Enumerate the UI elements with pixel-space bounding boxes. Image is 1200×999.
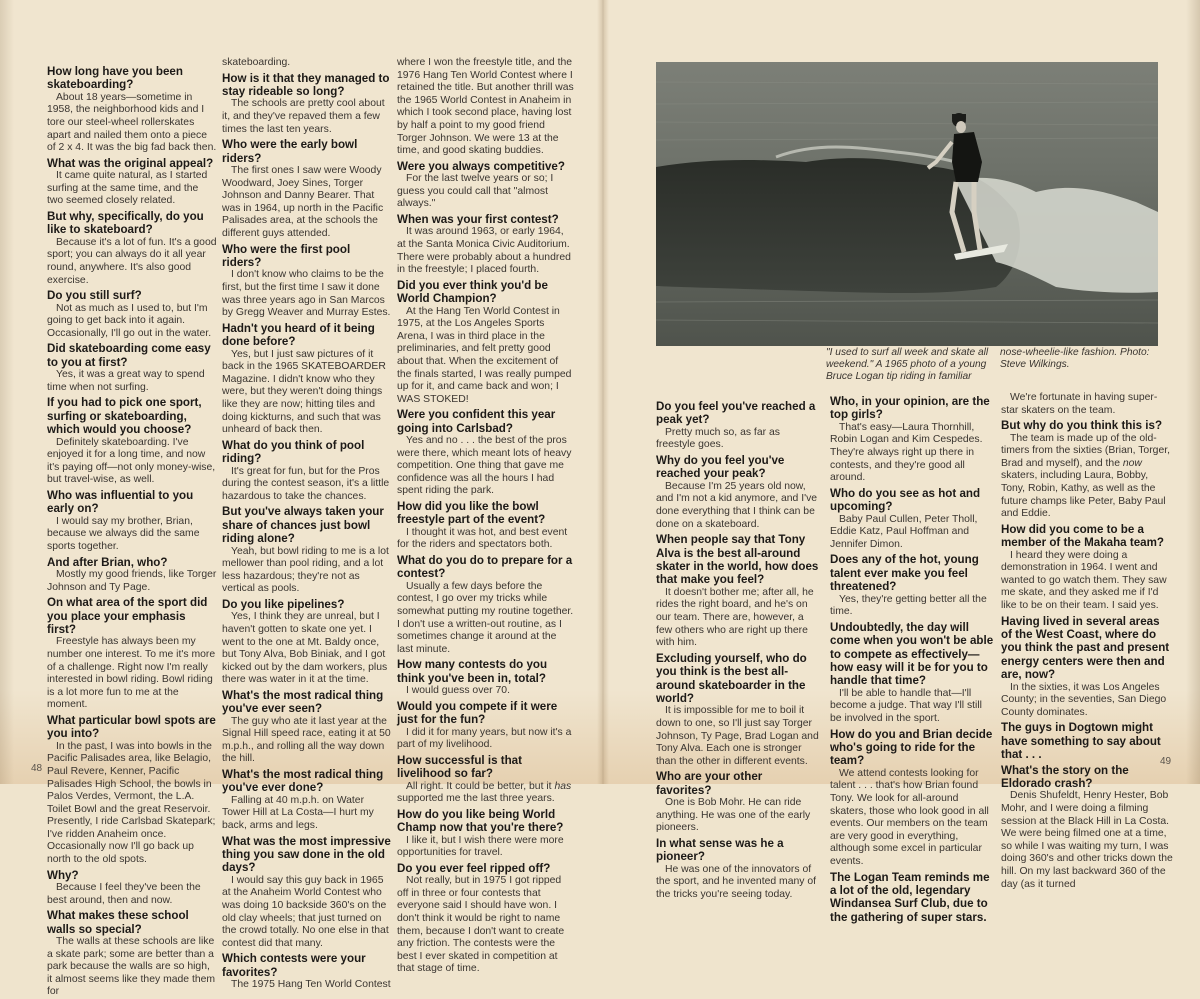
interview-question: How did you come to be a member of the Makaha team? xyxy=(1001,522,1165,550)
interview-question: How did you like the bowl freestyle part of the event? xyxy=(397,500,546,527)
interview-answer: Not really, but in 1975 I got ripped off in three or four contests that everyone said I should have won. I don't think it would be right to name them, because I don't want to create any friction. The contests were the best I ever skated in competition at that stage of time. xyxy=(397,875,565,975)
interview-question: Who was influential to you early on? xyxy=(47,488,194,516)
interview-column-2 xyxy=(222,57,392,992)
interview-answer: I like it, but I wish there were more opportunities for travel. xyxy=(397,834,564,859)
interview-answer: I'll be able to handle that—I'll become a judge. That way I'll still be involved in the sport. xyxy=(830,687,982,724)
answer-text: supported me the last three years. xyxy=(397,793,555,805)
interview-answer: It's great for fun, but for the Pros during the contest season, it's a little hazardous to take the chances. xyxy=(222,465,390,502)
answer-text: skaters, including Laura, Bobby, Tony, Robin, Kathy, as well as the future champs like Peter, Baby Paul and Eddie. xyxy=(1001,470,1166,520)
interview-question: What's the story on the Eldorado crash? xyxy=(1001,763,1129,790)
interview-answer: I would say my brother, Brian, because we always did the same sports together. xyxy=(47,515,200,552)
interview-answer: One is Bob Mohr. He can ride anything. He was one of the early pioneers. xyxy=(656,797,811,834)
interview-question: Who do you see as hot and upcoming? xyxy=(830,486,981,514)
interview-column-4 xyxy=(656,398,820,902)
interview-answer: I would say this guy back in 1965 at the Anaheim World Contest who was doing 10 backside 360's on the old clay wheels; that just turned on the crowd totally. No one else in that contest did that many. xyxy=(222,874,389,949)
interview-question: But why do you think this is? xyxy=(1001,419,1163,433)
continued-answer: skateboarding. xyxy=(222,57,291,68)
interview-answer: Yes, they're getting better all the time. xyxy=(830,593,987,618)
continued-answer: We're fortunate in having super-star skaters on the team. xyxy=(1001,392,1158,416)
interview-question: The guys in Dogtown might have something to say about that . . . xyxy=(1001,721,1161,762)
interview-column-1 xyxy=(47,63,217,999)
interview-answer xyxy=(397,781,575,806)
interview-question: Who were the first pool riders? xyxy=(222,242,351,269)
interview-answer: Mostly my good friends, like Torger Johnson and Ty Page. xyxy=(47,568,217,593)
interview-question: Which contests were your favorites? xyxy=(222,952,366,979)
interview-answer: It is impossible for me to boil it down to one, so I'll just say Torger Johnson, Ty Page, Brad Logan and Tony Alva. Each one is stronger than the other in different events. xyxy=(656,705,819,767)
interview-answer: The guy who ate it last year at the Signal Hill speed race, eating it at 50 m.p.h., and rolling all the way down the hill. xyxy=(222,715,391,765)
interview-answer: For the last twelve years or so; I guess you could call that "almost always." xyxy=(397,173,554,210)
interview-answer: Because it's a lot of fun. It's a good sport; you can always do it all year round, anywhere. It's also good exercise. xyxy=(47,236,217,286)
interview-question: Were you confident this year going into Carlsbad? xyxy=(397,408,556,435)
interview-column-6 xyxy=(1001,392,1173,891)
interview-answer: The first ones I saw were Woody Woodward, Joey Sines, Torger Johnson and Danny Bearer. That was in 1964, up north in the Pacific Palisades area, at the schools the different guys attended. xyxy=(222,165,384,239)
interview-question: Do you ever feel ripped off? xyxy=(397,861,551,875)
interview-question: What's the most radical thing you've ever done? xyxy=(222,768,384,795)
interview-answer: We attend contests looking for talent . . . that's how Brian found Tony. We look for all-around skaters, those who look good in all events. Our members on the team are very good in everything, although some excel in particular events. xyxy=(830,767,989,867)
interview-question: Do you still surf? xyxy=(47,289,142,303)
interview-answer: Pretty much so, as far as freestyle goes. xyxy=(656,426,780,451)
continued-answer: where I won the freestyle title, and the 1976 Hang Ten World Contest where I retained the title. But another thrill was the 1965 World Contest in Anaheim in which I took second place, having lost by half a point to my good friend Torger Johnson. We were 13 at the time, and good skating buddies. xyxy=(397,57,574,157)
answer-emphasis: now xyxy=(1122,457,1142,469)
interview-answer xyxy=(1001,433,1173,521)
interview-question: What particular bowl spots are you into? xyxy=(47,713,216,741)
interview-answer: Freestyle has always been my number one interest. To me it's more of a challenge. Right now I'm really interested in bowl riding. Bowl riding is a lot more fun to me at the moment. xyxy=(47,636,216,711)
interview-answer: Not as much as I used to, but I'm going to get back into it again. Occasionally, I'll go out in the water. xyxy=(47,302,212,339)
page-gutter xyxy=(597,0,609,784)
interview-question: And after Brian, who? xyxy=(47,555,168,569)
interview-answer: Yes, I think they are unreal, but I haven't gotten to skate one yet. I went to the one at Mt. Baldy once, but Tony Alva, Bob Biniak, and I got kicked out by the dam workers, plus there was water in it at the time. xyxy=(222,611,388,686)
interview-answer: Because I feel they've been the best around, then and now. xyxy=(47,882,201,906)
interview-answer: It came quite natural, as I started surfing at the same time, and the two seemed closely related. xyxy=(47,170,208,207)
interview-question: Were you always competitive? xyxy=(397,159,565,173)
interview-column-5 xyxy=(830,393,994,924)
interview-answer: Definitely skateboarding. I've enjoyed it for a long time, and now it's paying off—not only money-wise, but travel-wise, as well. xyxy=(47,436,216,486)
interview-question: Who, in your opinion, are the top girls? xyxy=(830,395,990,422)
interview-answer: I did it for many years, but now it's a part of my livelihood. xyxy=(397,726,572,751)
interview-answer: That's easy—Laura Thornhill, Robin Logan and Kim Cespedes. They're always right up there in contests, and they're good all around. xyxy=(830,421,983,484)
interview-question: Does any of the hot, young talent ever make you feel threatened? xyxy=(830,553,979,594)
interview-question: How long have you been skateboarding? xyxy=(47,65,183,92)
interview-answer: The walls at these schools are like a skate park; some are better than a park because the walls are so high, it almost seems like they made them for xyxy=(47,936,216,998)
interview-answer: Yes, it was a great way to spend time when not surfing. xyxy=(47,369,205,393)
interview-question: Do you like pipelines? xyxy=(222,597,345,611)
interview-question: How do you and Brian decide who's going to ride for the team? xyxy=(830,727,993,768)
interview-question: On what area of the sport did you place your emphasis first? xyxy=(47,596,208,636)
interview-question: Excluding yourself, who do you think is the best all-around skateboarder in the world? xyxy=(656,651,807,705)
interview-question: What was the most impressive thing you saw done in the old days? xyxy=(222,834,391,875)
interview-answer: It was around 1963, or early 1964, at the Santa Monica Civic Auditorium. There were probably about a hundred in the freestyle; I placed fourth. xyxy=(397,226,571,276)
page-number-left: 48 xyxy=(31,763,43,774)
interview-answer: Denis Shufeldt, Henry Hester, Bob Mohr, and I were doing a filming session at the Black Hill in La Costa. We were being filmed one at a time, so while I was waiting my turn, I was doing 360's and other tricks down the hill. On my last backward 360 of the day (as it turned xyxy=(1001,790,1173,890)
interview-answer: I would guess over 70. xyxy=(406,685,510,697)
answer-emphasis: has xyxy=(554,780,572,792)
answer-text: All right. It could be better, but it xyxy=(406,780,555,792)
interview-question: Why? xyxy=(47,868,79,882)
interview-answer: Because I'm 25 years old now, and I'm not a kid anymore, and I've done everything that I think can be done on a skateboard. xyxy=(656,480,818,530)
interview-answer: Yeah, but bowl riding to me is a lot mellower than pool riding, and a lot less hazardous; they're not as vertical as pools. xyxy=(222,545,389,595)
interview-question: When people say that Tony Alva is the best all-around skater in the world, how does that make you feel? xyxy=(656,533,819,587)
interview-question: How successful is that livelihood so far? xyxy=(397,753,522,781)
interview-question: Why do you feel you've reached your peak? xyxy=(656,454,785,481)
interview-answer: Yes and no . . . the best of the pros were there, which meant lots of heavy competition. One thing that gave me confidence was all the hours I had spent riding the park. xyxy=(397,435,572,497)
interview-question: The Logan Team reminds me a lot of the old, legendary Windansea Surf Club, due to the gathering of super stars. xyxy=(830,870,990,924)
answer-text: The team is made up of the old-timers from the sixties (Brian, Torger, Brad and myself), and the xyxy=(1001,432,1170,469)
interview-question: What's the most radical thing you've ever seen? xyxy=(222,688,384,716)
interview-answer: Falling at 40 m.p.h. on Water Tower Hill at La Costa—I hurt my back, arms and legs. xyxy=(222,794,374,832)
interview-answer: In the sixties, it was Los Angeles County; in the seventies, San Diego County dominates. xyxy=(1001,681,1167,718)
interview-answer: I thought it was hot, and best event for the riders and spectators both. xyxy=(397,526,568,551)
interview-answer: I don't know who claims to be the first, but the first time I saw it done was three years ago in San Marcos by Gregg Weaver and Murray Estes. xyxy=(222,269,391,319)
interview-question: But why, specifically, do you like to skateboard? xyxy=(47,209,204,237)
interview-question: Do you feel you've reached a peak yet? xyxy=(656,400,816,427)
interview-answer: At the Hang Ten World Contest in 1975, at the Los Angeles Sports Arena, I was in third place in the preliminaries, and felt pretty good about that. When the excitement of the finals started, I was really pumped up for it, and came back and won; I WAS STOKED! xyxy=(397,305,572,405)
interview-answer: The 1975 Hang Ten World Contest xyxy=(231,979,391,991)
interview-question: Did skateboarding come easy to you at first? xyxy=(47,342,211,369)
interview-question: What was the original appeal? xyxy=(47,156,214,170)
interview-question: Did you ever think you'd be World Champion? xyxy=(397,278,548,306)
interview-answer: Usually a few days before the contest, I go over my tricks while somewhat putting my routine together. I don't use a written-out routine, as I sometimes change it around at the last minute. xyxy=(397,580,574,655)
interview-question: How do you like being World Champ now that you're there? xyxy=(397,807,564,835)
interview-answer: Yes, but I just saw pictures of it back in the 1965 SKATEBOARDER Magazine. I didn't know who they were, but they weren't doing things like they are now; hitting tiles and doing kickturns, and such that was unheard of back then. xyxy=(222,348,386,436)
interview-question: When was your first contest? xyxy=(397,212,559,226)
interview-question: Would you compete if it were just for the fun? xyxy=(397,699,558,727)
interview-question: Undoubtedly, the day will come when you won't be able to compete as effectively—how easy will it be for you to handle that time? xyxy=(830,620,994,688)
interview-question: Hadn't you heard of it being done before? xyxy=(222,321,375,349)
interview-answer: In the past, I was into bowls in the Pacific Palisades area, like Belagio, Paul Revere, Kenner, Pacific Palisades High School, the bowls in Palos Verdes, Vermont, the L.A. Toilet Bowl and the great Reservoir. Presently, I ride Carlsbad Skatepark; I've ridden Anaheim once. Occasionally now I'll go back up north to the old spots. xyxy=(47,740,216,866)
photo-caption-part-1: "I used to surf all week and skate all weekend." A 1965 photo of a young Bruce Logan tip riding in familiar xyxy=(826,347,989,383)
interview-answer: He was one of the innovators of the sport, and he invented many of the tricks you're seeing today. xyxy=(656,863,817,900)
interview-question: But you've always taken your share of chances just bowl riding alone? xyxy=(222,505,384,546)
interview-answer: The schools are pretty cool about it, and they've repaved them a few times the last ten years. xyxy=(222,98,385,135)
interview-answer: About 18 years—sometime in 1958, the neighborhood kids and I tore our steel-wheel rollerskates apart and nailed them onto a piece of 2 x 4. It was the big fad back then. xyxy=(47,91,217,154)
page-number-right: 49 xyxy=(1160,756,1172,767)
interview-answer: Baby Paul Cullen, Peter Tholl, Eddie Katz, Paul Hoffman and Jennifer Dimon. xyxy=(830,513,978,550)
interview-column-3 xyxy=(397,57,575,976)
interview-question: Who were the early bowl riders? xyxy=(222,138,358,165)
interview-question: In what sense was he a pioneer? xyxy=(656,836,784,864)
interview-question: Having lived in several areas of the West Coast, where do you think the past and present energy centers were then and are, now? xyxy=(1001,614,1170,682)
surfer-on-wave-image xyxy=(656,62,1158,346)
photo-caption-part-2: nose-wheelie-like fashion. Photo: Steve Wilkings. xyxy=(1000,347,1150,371)
interview-question: How many contests do you think you've been in, total? xyxy=(397,658,548,685)
interview-question: How is it that they managed to stay rideable so long? xyxy=(222,71,390,98)
surfing-photo xyxy=(656,62,1158,346)
interview-question: What makes these school walls so special? xyxy=(47,909,189,936)
interview-question: What do you do to prepare for a contest? xyxy=(397,554,573,581)
interview-question: What do you think of pool riding? xyxy=(222,438,365,466)
interview-question: If you had to pick one sport, surfing or skateboarding, which would you choose? xyxy=(47,396,202,437)
interview-answer: I heard they were doing a demonstration in 1964. I went and wanted to go watch them. They saw me skate, and they asked me if I'd like to be on their team. I said yes. xyxy=(1001,549,1167,611)
interview-answer: It doesn't bother me; after all, he rides the right board, and he's on our team. There are, however, a few others who are right up there with him. xyxy=(656,586,814,649)
interview-question: Who are your other favorites? xyxy=(656,770,763,797)
